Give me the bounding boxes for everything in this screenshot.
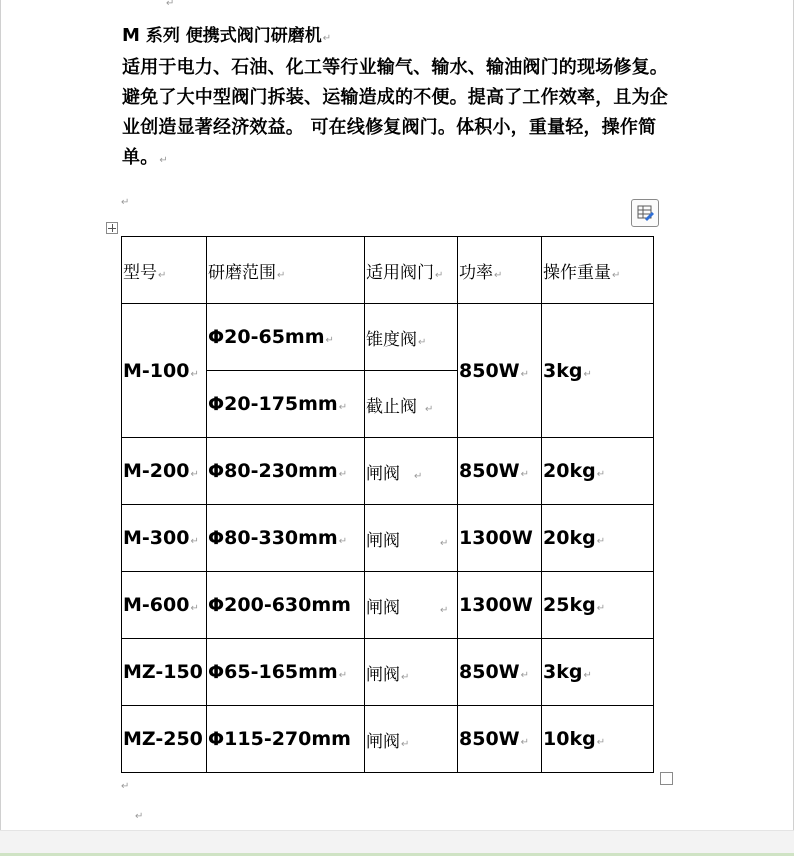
header-cell: 研磨范围↵: [207, 237, 365, 304]
table-row: [122, 438, 654, 505]
status-bar: [0, 830, 794, 856]
table-grid-icon: [632, 200, 658, 226]
power-cell: 850W↵: [458, 639, 542, 706]
power-cell: 850W↵: [458, 438, 542, 505]
paragraph-mark: ↵: [121, 197, 130, 208]
spec-table: [121, 236, 654, 773]
model-cell: MZ-150: [122, 639, 207, 706]
valve-cell: 闸阀 ↵: [365, 572, 458, 639]
table-row: [122, 505, 654, 572]
description-paragraph: [122, 53, 682, 176]
paragraph-mark: ↵: [322, 33, 332, 44]
range-cell: Φ20-175mm↵: [207, 371, 365, 438]
range-cell: Φ65-165mm↵: [207, 639, 365, 706]
weight-cell: 3kg↵: [542, 304, 654, 438]
model-cell: M-100↵: [122, 304, 207, 438]
paragraph-mark: ↵: [166, 0, 175, 9]
weight-cell: 10kg↵: [542, 706, 654, 773]
power-cell: 850W↵: [458, 304, 542, 438]
header-cell: 型号↵: [122, 237, 207, 304]
power-cell: 1300W: [458, 572, 542, 639]
weight-cell: 20kg↵: [542, 438, 654, 505]
range-cell: Φ20-65mm↵: [207, 304, 365, 371]
table-style-icon[interactable]: [631, 199, 659, 227]
page-edge-left: [0, 0, 1, 830]
header-cell: 功率↵: [458, 237, 542, 304]
weight-cell: 20kg↵: [542, 505, 654, 572]
valve-cell: 闸阀 ↵: [365, 505, 458, 572]
model-cell: M-200↵: [122, 438, 207, 505]
range-cell: Φ80-230mm↵: [207, 438, 365, 505]
valve-cell: 锥度阀↵: [365, 304, 458, 371]
table-row: [122, 706, 654, 773]
table-row: [122, 639, 654, 706]
table-row: [122, 304, 654, 371]
table-row: [122, 572, 654, 639]
range-cell: Φ80-330mm↵: [207, 505, 365, 572]
header-cell: 适用阀门↵: [365, 237, 458, 304]
valve-cell: 截止阀 ↵: [365, 371, 458, 438]
header-cell: 操作重量↵: [542, 237, 654, 304]
table-header-row: [122, 237, 654, 304]
description-text: 适用于电力、石油、化工等行业输气、输水、输油阀门的现场修复。避免了大中型阀门拆装、运输造成的不便。提高了工作效率，且为企业创造显著经济效益。 可在线修复阀门。体积小，重量轻，操作简单。: [122, 57, 668, 168]
range-cell: Φ200-630mm: [207, 572, 365, 639]
paragraph-mark: ↵: [135, 811, 144, 822]
valve-cell: 闸阀↵: [365, 706, 458, 773]
table-move-handle[interactable]: [106, 222, 118, 234]
weight-cell: 25kg↵: [542, 572, 654, 639]
paragraph-mark: ↵: [121, 781, 130, 792]
power-cell: 850W↵: [458, 706, 542, 773]
valve-cell: 闸阀 ↵: [365, 438, 458, 505]
table-resize-handle[interactable]: [660, 772, 673, 785]
weight-cell: 3kg↵: [542, 639, 654, 706]
title-model: M: [122, 25, 140, 46]
document-title: [122, 25, 331, 50]
paragraph-mark: ↵: [159, 155, 168, 166]
title-text: 系列 便携式阀门研磨机: [145, 26, 322, 46]
model-cell: M-300↵: [122, 505, 207, 572]
power-cell: 1300W: [458, 505, 542, 572]
range-cell: Φ115-270mm: [207, 706, 365, 773]
valve-cell: 闸阀↵: [365, 639, 458, 706]
model-cell: MZ-250: [122, 706, 207, 773]
model-cell: M-600↵: [122, 572, 207, 639]
